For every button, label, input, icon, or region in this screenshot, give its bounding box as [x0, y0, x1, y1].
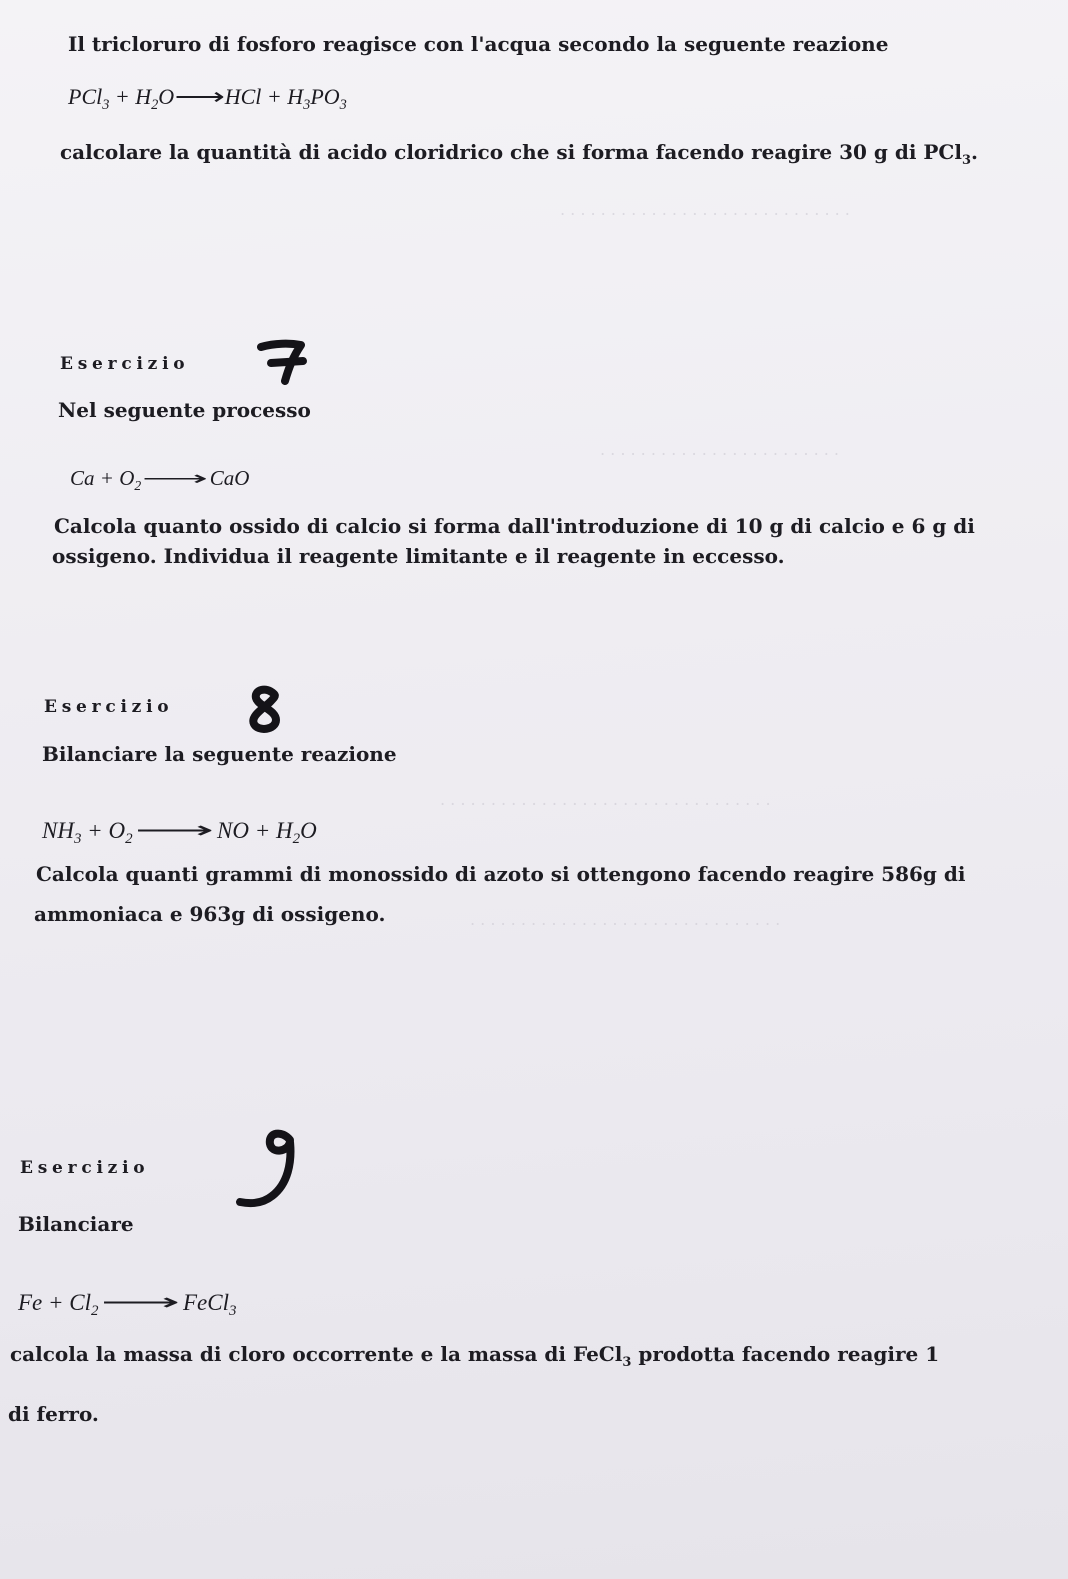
exercise8-intro: Bilanciare la seguente reazione: [42, 742, 397, 766]
bleed-through-text: . . . . . . . . . . . . . . . . . . . . . . . . . . . . .: [560, 200, 850, 219]
intro-question: calcolare la quantità di acido cloridrico che si forma facendo reagire 30 g di PCl$_3$.: [60, 140, 978, 168]
exercise8-line1: Calcola quanti grammi di monossido di azoto si ottengono facendo reagire 586g di: [36, 862, 966, 886]
exercise7-heading: Esercizio: [60, 354, 190, 374]
exercise9-equation: $Fe + Cl_2$ ⟶ FeCl$_3$: [18, 1290, 237, 1320]
reaction-arrow: ⟶: [174, 84, 225, 109]
exercise9-intro: Bilanciare: [18, 1212, 134, 1236]
handwritten-number-8: [244, 684, 288, 736]
exercise8-line2: ammoniaca e 963g di ossigeno.: [34, 902, 386, 926]
exercise9-line1: calcola la massa di cloro occorrente e la massa di FeCl$_3$ prodotta facendo reagire 1: [10, 1342, 940, 1370]
exercise8-equation: $NH_3 + O_2$ ⟶ NO + $H_2O$: [42, 818, 317, 848]
exercise7-line1: Calcola quanto ossido di calcio si forma dall'introduzione di 10 g di calcio e 6 g di: [54, 514, 975, 538]
intro-equation: $PCl_3 + H_2O$ ⟶ HCl + $H_3PO_3$: [68, 84, 347, 113]
exercise7-intro: Nel seguente processo: [58, 398, 311, 422]
reaction-arrow: ⟶: [142, 466, 209, 490]
exercise9-line2: di ferro.: [8, 1402, 99, 1426]
intro-line: Il tricloruro di fosforo reagisce con l'acqua secondo la seguente reazione: [68, 32, 889, 56]
bleed-through-text: . . . . . . . . . . . . . . . . . . . . . . . . . . . . . . .: [470, 910, 781, 929]
reaction-arrow: ⟶: [101, 1290, 181, 1315]
exercise7-equation: $Ca + O_2$ ⟶ CaO: [70, 466, 250, 493]
exercise8-heading: Esercizio: [44, 697, 174, 717]
bleed-through-text: . . . . . . . . . . . . . . . . . . . . . . . . . . . . . . . . .: [440, 790, 771, 809]
reaction-arrow: ⟶: [135, 818, 215, 843]
exercise9-heading: Esercizio: [20, 1158, 150, 1178]
handwritten-number-9: [228, 1122, 308, 1212]
handwritten-number-7: [255, 337, 315, 387]
bleed-through-text: . . . . . . . . . . . . . . . . . . . . . . . .: [600, 440, 840, 459]
exercise7-line2: ossigeno. Individua il reagente limitante e il reagente in eccesso.: [52, 544, 785, 568]
